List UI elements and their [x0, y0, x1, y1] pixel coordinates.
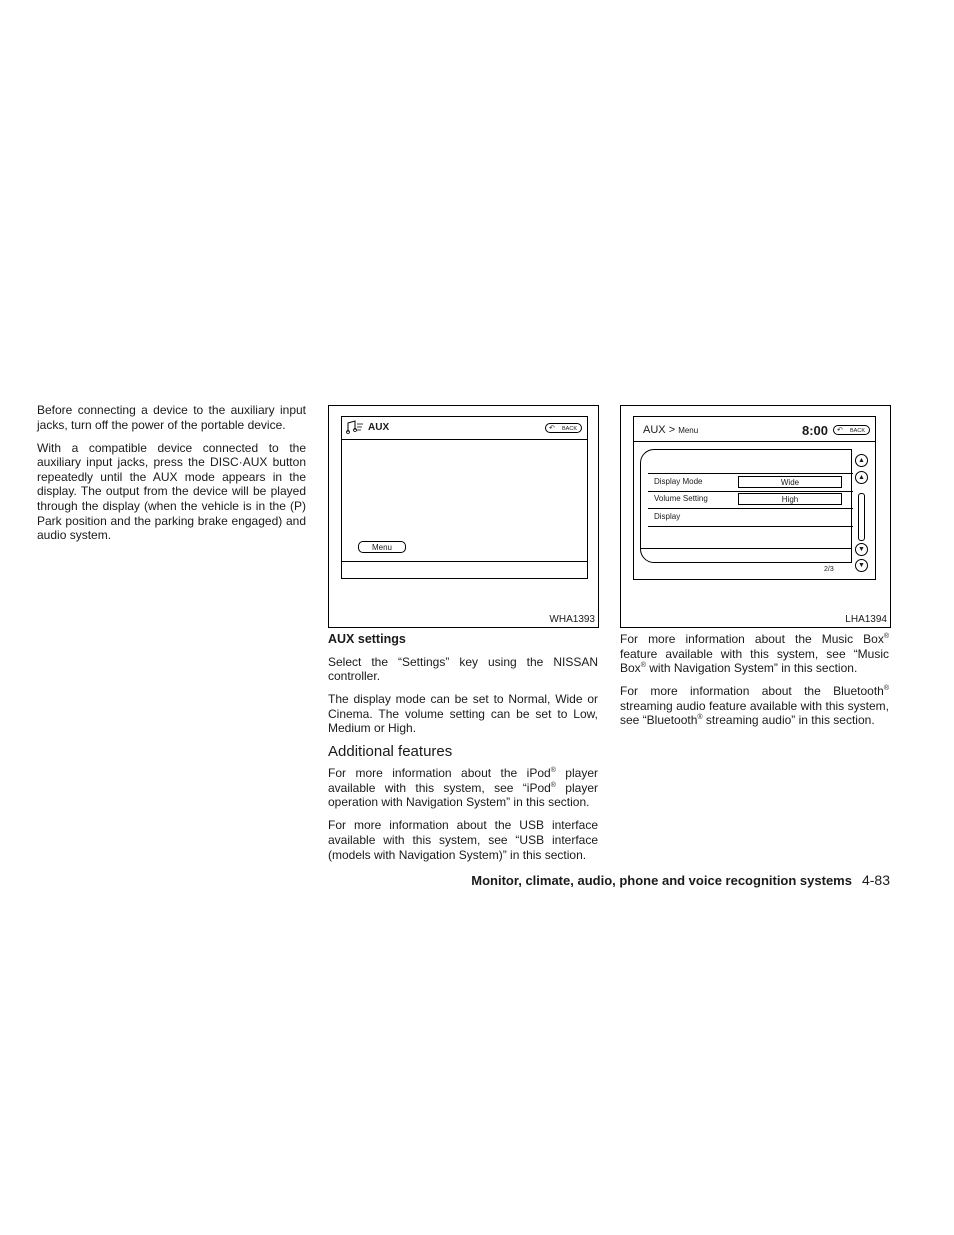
figure-aux-menu-screen	[620, 405, 891, 628]
menu-row-display-mode[interactable]	[648, 473, 853, 492]
ipod-paragraph: For more information about the iPod® player available with this system, see “iPod® player operation with Navigation System” in this section.	[328, 766, 598, 810]
aux-settings-paragraph-2: The display mode can be set to Normal, Wide or Cinema. The volume setting can be set to Low, Medium or High.	[328, 692, 598, 736]
menu-row-display[interactable]	[648, 509, 853, 527]
bluetooth-paragraph: For more information about the Bluetooth® streaming audio feature available with this system, see “Bluetooth® streaming audio” in this section.	[620, 684, 889, 728]
right-column	[620, 632, 889, 737]
title-menu: Menu	[678, 426, 699, 435]
clock-display: 8:00	[802, 423, 829, 438]
figure-aux-screen	[328, 405, 599, 628]
menu-row-value: Wide	[738, 476, 842, 488]
menu-row-label: Display Mode	[654, 477, 703, 486]
aux-settings-paragraph-1: Select the “Settings” key using the NISSAN controller.	[328, 654, 598, 684]
back-button[interactable]: ↶ BACK	[545, 423, 582, 433]
page-footer	[471, 872, 890, 888]
scroll-up-icon[interactable]: ▲	[855, 471, 868, 484]
scrollbar-track[interactable]	[858, 493, 865, 541]
menu-row-value: High	[738, 493, 842, 505]
chapter-title: Monitor, climate, audio, phone and voice recognition systems	[471, 873, 852, 888]
menu-row-volume-setting[interactable]	[648, 491, 853, 509]
aux-display-screen	[341, 416, 588, 579]
back-button[interactable]: ↶ BACK	[833, 425, 870, 435]
aux-settings-heading: AUX settings	[328, 632, 406, 646]
scroll-top-icon[interactable]: ▲	[855, 454, 868, 467]
page-number: 4-83	[861, 872, 890, 888]
figure-id-label: WHA1393	[549, 614, 595, 625]
title-separator: >	[668, 424, 676, 436]
intro-paragraph-2: With a compatible device connected to the auxiliary input jacks, press the DISC·AUX button repeatedly until the AUX mode appears in the display. The output from the device will be played through the display (when the vehicle is in the (P) Park position and the parking brake engaged) and audio system.	[37, 440, 306, 543]
menu-row-label: Volume Setting	[654, 494, 708, 503]
left-column	[37, 403, 306, 551]
menu-screen-title	[643, 424, 698, 436]
aux-menu-display-screen	[633, 416, 876, 580]
menu-row-empty-divider	[640, 548, 852, 549]
aux-screen-title: AUX	[368, 422, 390, 433]
additional-features-heading: Additional features	[328, 742, 453, 760]
menu-button[interactable]: Menu	[358, 541, 406, 553]
title-divider	[634, 441, 875, 442]
bottom-divider	[342, 561, 587, 562]
intro-paragraph-1: Before connecting a device to the auxiliary input jacks, turn off the power of the portable device.	[37, 403, 306, 432]
music-box-paragraph: For more information about the Music Box® feature available with this system, see “Music Box® with Navigation System” in this section.	[620, 632, 889, 676]
figure-id-label: LHA1394	[845, 614, 887, 625]
title-divider	[342, 439, 587, 440]
scroll-bottom-icon[interactable]: ▼	[855, 559, 868, 572]
music-note-icon	[346, 420, 364, 439]
page-indicator: 2/3	[824, 566, 834, 573]
title-aux: AUX	[643, 424, 666, 436]
scroll-down-icon[interactable]: ▼	[855, 543, 868, 556]
usb-paragraph: For more information about the USB interface available with this system, see “USB interface (models with Navigation System)” in this section.	[328, 818, 598, 862]
middle-column	[328, 632, 598, 871]
menu-row-label: Display	[654, 512, 681, 521]
